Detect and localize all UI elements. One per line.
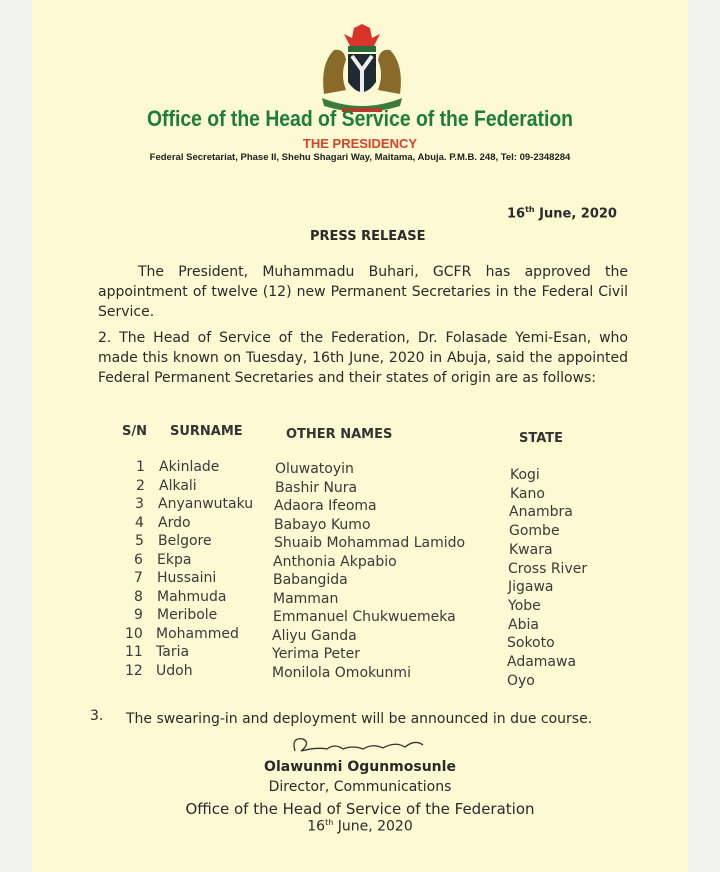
cell-surname: Ekpa <box>157 551 192 568</box>
cell-sn: 1 <box>136 459 145 475</box>
cell-other-names: Bashir Nura <box>275 479 358 496</box>
cell-state: Gombe <box>509 523 560 540</box>
paragraph-1: The President, Muhammadu Buhari, GCFR has approved the appointment of twelve (12) new Permanent Secretaries in the Federal Civil Service. <box>98 264 628 320</box>
sig-date-day: 16 <box>307 818 326 835</box>
cell-state: Cross River <box>508 560 588 577</box>
press-release-heading: PRESS RELEASE <box>310 229 426 244</box>
cell-state: Adamawa <box>507 654 577 670</box>
cell-other-names: Emmanuel Chukwuemeka <box>273 609 456 625</box>
header-other-names: OTHER NAMES <box>286 427 393 442</box>
cell-sn: 11 <box>125 644 143 660</box>
office-address: Federal Secretariat, Phase II, Shehu Shagari Way, Maitama, Abuja. P.M.B. 248, Tel: 09-2348284 <box>149 152 571 163</box>
date-day: 16 <box>507 206 526 222</box>
cell-surname: Mahmuda <box>157 588 227 605</box>
cell-state: Kwara <box>509 541 553 558</box>
cell-other-names: Oluwatoyin <box>275 461 354 477</box>
cell-other-names: Babangida <box>273 572 348 588</box>
cell-sn: 6 <box>134 551 143 568</box>
cell-sn: 7 <box>134 570 143 586</box>
date-rest: June, 2020 <box>534 206 617 222</box>
cell-other-names: Mamman <box>273 590 339 607</box>
cell-state: Jigawa <box>508 579 554 596</box>
cell-sn: 5 <box>135 533 144 549</box>
office-title: Office of the Head of Service of the Federation <box>146 106 574 131</box>
cell-surname: Ardo <box>158 514 191 531</box>
cell-other-names: Yerima Peter <box>272 646 361 662</box>
signatory-name: Olawunmi Ogunmosunle <box>264 759 456 775</box>
cell-surname: Akinlade <box>159 459 220 475</box>
paragraph-2: 2. The Head of Service of the Federation, Dr. Folasade Yemi-Esan, who made this known on Tuesday, 16th June, 2020 in Abuja, said the appointed Federal Permanent Secretaries and their states of origin are as follows: <box>98 330 628 386</box>
cell-surname: Udoh <box>156 662 193 679</box>
paragraph-3: The swearing-in and deployment will be announced in due course. <box>126 711 593 727</box>
presidency-label: THE PRESIDENCY <box>302 136 418 151</box>
cell-surname: Hussaini <box>157 570 217 586</box>
cell-surname: Mohammed <box>156 625 239 642</box>
cell-surname: Belgore <box>158 533 212 549</box>
cell-state: Kano <box>510 485 545 502</box>
signatory-title: Director, Communications <box>268 779 452 795</box>
header-sn: S/N <box>122 424 147 439</box>
cell-sn: 3 <box>135 496 144 512</box>
cell-other-names: Adaora Ifeoma <box>274 498 377 514</box>
paragraph-3-number: 3. <box>90 708 104 724</box>
signatory-office: Office of the Head of Service of the Federation <box>185 800 535 818</box>
cell-sn: 12 <box>125 662 143 679</box>
cell-other-names: Monilola Omokunmi <box>272 664 411 681</box>
header-surname: SURNAME <box>170 424 243 439</box>
cell-surname: Taria <box>156 644 190 660</box>
cell-other-names: Anthonia Akpabio <box>273 553 397 570</box>
cell-sn: 8 <box>134 588 143 605</box>
header-state: STATE <box>519 431 564 446</box>
cell-surname: Alkali <box>159 477 197 494</box>
cell-other-names: Aliyu Ganda <box>272 627 357 644</box>
date-suffix: th <box>525 205 535 214</box>
cell-state: Sokoto <box>507 635 555 652</box>
cell-surname: Anyanwutaku <box>158 496 254 512</box>
document-page <box>32 0 688 872</box>
cell-state: Oyo <box>507 672 535 689</box>
cell-other-names: Babayo Kumo <box>274 516 371 533</box>
cell-sn: 2 <box>136 477 145 494</box>
cell-state: Yobe <box>508 597 541 614</box>
cell-state: Kogi <box>510 467 540 483</box>
cell-sn: 9 <box>134 607 143 623</box>
cell-state: Anambra <box>509 504 573 521</box>
sig-date-rest: June, 2020 <box>333 818 413 835</box>
cell-other-names: Shuaib Mohammad Lamido <box>274 535 466 551</box>
cell-sn: 4 <box>135 514 144 531</box>
release-date <box>507 205 617 221</box>
signature-date <box>32 818 688 835</box>
signature-icon <box>287 733 437 759</box>
cell-sn: 10 <box>125 625 143 642</box>
sig-date-suffix: th <box>325 818 334 827</box>
cell-state: Abia <box>508 616 539 633</box>
cell-surname: Meribole <box>157 607 218 623</box>
